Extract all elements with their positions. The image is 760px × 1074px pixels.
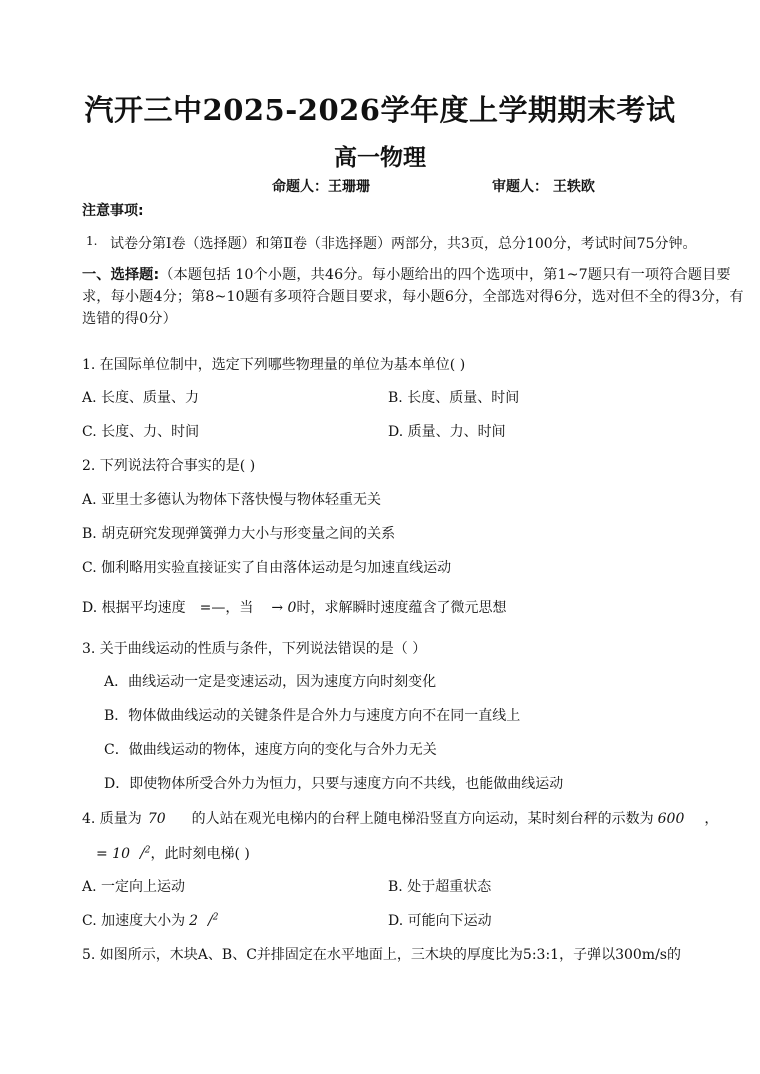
q4-option-b: B. 处于超重状态 bbox=[388, 879, 492, 895]
q2-option-a: A. 亚里士多德认为物体下落快慢与物体轻重无关 bbox=[82, 492, 382, 508]
q4-gravity-exponent: 2 bbox=[144, 845, 151, 856]
notes-heading: 注意事项: bbox=[82, 203, 144, 219]
q3-stem: 3. 关于曲线运动的性质与条件，下列说法错误的是（ ） bbox=[82, 641, 427, 657]
q1-option-d: D. 质量、力、时间 bbox=[388, 424, 506, 440]
q4-gravity-unit: / bbox=[140, 846, 145, 862]
q4-c-unit: / bbox=[208, 913, 213, 929]
q2-d-prefix: D. 根据平均速度 bbox=[82, 600, 186, 616]
note-1-number: 1. bbox=[86, 234, 98, 248]
q1-option-c: C. 长度、力、时间 bbox=[82, 424, 200, 440]
q2-d-suffix: 时，求解瞬时速度蕴含了微元思想 bbox=[296, 600, 507, 616]
q2-option-b: B. 胡克研究发现弹簧弹力大小与形变量之间的关系 bbox=[82, 526, 396, 542]
q4-stem-line-2 bbox=[96, 843, 250, 863]
q4-c-prefix: C. 加速度大小为 bbox=[82, 913, 186, 929]
q3-option-c: C．做曲线运动的物体，速度方向的变化与合外力无关 bbox=[104, 742, 437, 758]
q2-d-formula: =—，当 bbox=[199, 600, 254, 616]
q4-stem-comma: ， bbox=[704, 811, 719, 827]
q4-gravity-formula: = 10 bbox=[96, 846, 130, 862]
exam-subject: 高一物理 bbox=[334, 144, 426, 171]
q2-stem: 2. 下列说法符合事实的是( ) bbox=[82, 458, 256, 474]
exam-title: 汽开三中2025-2026学年度上学期期末考试 bbox=[84, 93, 676, 127]
q3-option-d: D．即使物体所受合外力为恒力，只要与速度方向不共线，也能做曲线运动 bbox=[104, 776, 564, 792]
question-reviewer: 审题人： 王轶欧 bbox=[492, 179, 595, 195]
q1-option-b: B. 长度、质量、时间 bbox=[388, 390, 520, 406]
q4-c-exponent: 2 bbox=[212, 912, 219, 923]
q2-option-c: C. 伽利略用实验直接证实了自由落体运动是匀加速直线运动 bbox=[82, 560, 452, 576]
q4-option-c bbox=[82, 910, 219, 930]
q4-option-d: D. 可能向下运动 bbox=[388, 913, 492, 929]
q3-option-a: A．曲线运动一定是变速运动，因为速度方向时刻变化 bbox=[104, 674, 437, 690]
q1-option-a: A. 长度、质量、力 bbox=[82, 390, 200, 406]
note-1-text: 试卷分第Ⅰ卷（选择题）和第Ⅱ卷（非选择题）两部分，共3页，总分100分，考试时间75分钟。 bbox=[110, 236, 697, 252]
q5-stem: 5. 如图所示，木块A、B、C并排固定在水平地面上，三木块的厚度比为5:3:1，子弹以300m/s的 bbox=[82, 947, 681, 963]
q4-stem-line-1 bbox=[82, 808, 718, 828]
section-1-heading: 一、选择题: bbox=[82, 267, 160, 283]
section-1-instructions bbox=[82, 264, 750, 330]
q2-option-d bbox=[82, 597, 506, 617]
q2-d-limit: → 0 bbox=[271, 600, 297, 616]
q3-option-b: B．物体做曲线运动的关键条件是合外力与速度方向不在同一直线上 bbox=[104, 708, 521, 724]
q1-stem: 1. 在国际单位制中，选定下列哪些物理量的单位为基本单位( ) bbox=[82, 357, 466, 373]
q4-mass-value: 70 bbox=[147, 811, 166, 827]
q4-stem-middle: 的人站在观光电梯内的台秤上随电梯沿竖直方向运动，某时刻台秤的示数为 bbox=[191, 811, 654, 827]
q4-stem-prefix: 4. 质量为 bbox=[82, 811, 142, 827]
q4-stem-end: ，此时刻电梯( ) bbox=[150, 846, 250, 862]
q4-scale-reading: 600 bbox=[657, 811, 685, 827]
q4-c-value: 2 bbox=[189, 913, 199, 929]
q4-option-a: A. 一定向上运动 bbox=[82, 879, 186, 895]
section-1-body: （本题包括 10个小题，共46分。每小题给出的四个选项中，第1~7题只有一项符合题目要求，每小题4分；第8~10题有多项符合题目要求，每小题6分，全部选对得6分，选对但不全的得3分，有选错的得0分） bbox=[82, 267, 744, 327]
question-setter: 命题人：王珊珊 bbox=[272, 179, 370, 195]
